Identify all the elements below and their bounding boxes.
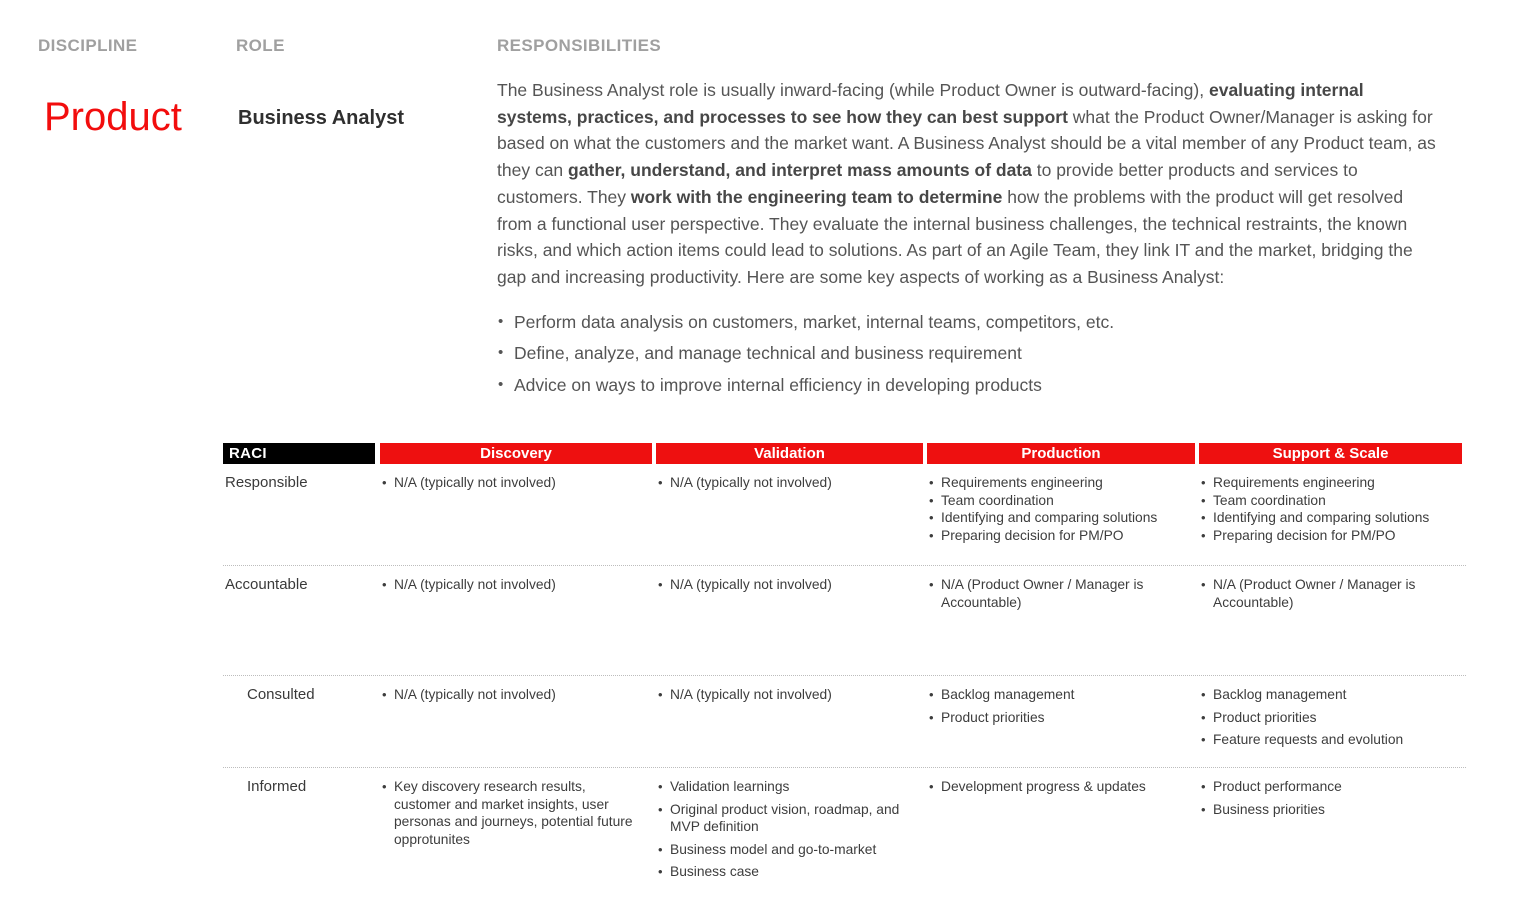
raci-row-accountable xyxy=(223,566,1466,676)
raci-column-header-support-scale: Support & Scale xyxy=(1199,443,1462,464)
raci-cell-item: • N/A (typically not involved) xyxy=(380,686,642,704)
raci-cell-item: • Team coordination xyxy=(927,492,1185,510)
raci-row-label: Informed xyxy=(247,778,307,795)
raci-cell-item: • Product priorities xyxy=(1199,709,1452,727)
responsibilities-section xyxy=(497,77,1439,403)
raci-cell xyxy=(927,474,1199,565)
raci-cell xyxy=(1199,686,1466,767)
raci-cell-item: • N/A (Product Owner / Manager is Accountable) xyxy=(1199,576,1452,611)
raci-cell-item: • Original product vision, roadmap, and MVP definition xyxy=(656,801,913,836)
paragraph-run: what the Product Owner/Manager is asking for based on what the customers and the market want. A Business Analyst should be a vital member of any Product team, as they can xyxy=(497,106,1436,181)
raci-cell-item: • Product performance xyxy=(1199,778,1452,796)
raci-cell-item: • Identifying and comparing solutions xyxy=(1199,509,1452,527)
raci-cell xyxy=(1199,778,1466,890)
raci-cell-item: • Requirements engineering xyxy=(1199,474,1452,492)
raci-cell-item: • N/A (typically not involved) xyxy=(656,686,913,704)
raci-cell xyxy=(380,576,656,675)
raci-cell-item: • Business model and go-to-market xyxy=(656,841,913,859)
raci-cell xyxy=(656,778,927,890)
responsibilities-paragraph xyxy=(497,77,1439,291)
role-header: ROLE xyxy=(236,36,285,55)
raci-cell-item: • N/A (typically not involved) xyxy=(380,576,642,594)
raci-cell-item: • Development progress & updates xyxy=(927,778,1185,796)
raci-cell xyxy=(656,576,927,675)
raci-cell-item: • Preparing decision for PM/PO xyxy=(927,527,1185,545)
raci-cell-item: • Backlog management xyxy=(927,686,1185,704)
raci-cell-item: • N/A (typically not involved) xyxy=(656,474,913,492)
raci-row-label: Accountable xyxy=(225,576,308,593)
raci-cell-item: • Identifying and comparing solutions xyxy=(927,509,1185,527)
raci-column-header-validation: Validation xyxy=(656,443,923,464)
raci-column-header-discovery: Discovery xyxy=(380,443,652,464)
raci-cell-item: • N/A (Product Owner / Manager is Accountable) xyxy=(927,576,1185,611)
raci-cell-item: • N/A (typically not involved) xyxy=(656,576,913,594)
responsibilities-header: RESPONSIBILITIES xyxy=(497,36,662,55)
raci-row-label: Responsible xyxy=(225,474,308,491)
raci-cell-item: • Validation learnings xyxy=(656,778,913,796)
raci-table xyxy=(223,443,1466,890)
key-aspect-item: • Perform data analysis on customers, market, internal teams, competitors, etc. xyxy=(497,309,1439,335)
raci-table-header xyxy=(223,443,1466,464)
key-aspect-item: • Advice on ways to improve internal efficiency in developing products xyxy=(497,372,1439,398)
raci-cell-item: • Team coordination xyxy=(1199,492,1452,510)
raci-row-responsible xyxy=(223,464,1466,566)
raci-rows xyxy=(223,464,1466,890)
raci-cell xyxy=(656,474,927,565)
role-value: Business Analyst xyxy=(238,107,404,129)
raci-cell-item: • Product priorities xyxy=(927,709,1185,727)
paragraph-run-bold: gather, understand, and interpret mass amounts of data xyxy=(568,160,1032,181)
raci-cell-item: • Requirements engineering xyxy=(927,474,1185,492)
raci-cell-item: • Business priorities xyxy=(1199,801,1452,819)
paragraph-run-bold: evaluating internal systems, practices, and processes to see how they can best support xyxy=(497,80,1364,127)
raci-row-label: Consulted xyxy=(247,686,315,703)
raci-cell-item: • Business case xyxy=(656,863,913,881)
raci-row-consulted xyxy=(223,676,1466,768)
raci-cell xyxy=(656,686,927,767)
raci-cell xyxy=(380,778,656,890)
raci-row-informed xyxy=(223,768,1466,890)
raci-cell xyxy=(927,576,1199,675)
key-aspects-list xyxy=(497,309,1439,398)
raci-cell-item: • Backlog management xyxy=(1199,686,1452,704)
raci-cell-item: • Key discovery research results, customer and market insights, user personas and journeys, potential future opprotunites xyxy=(380,778,642,848)
raci-cell xyxy=(1199,576,1466,675)
key-aspect-item: • Define, analyze, and manage technical and business requirement xyxy=(497,340,1439,366)
discipline-value: Product xyxy=(44,95,182,139)
raci-corner-label: RACI xyxy=(223,443,375,464)
raci-cell-item: • Preparing decision for PM/PO xyxy=(1199,527,1452,545)
paragraph-run: to provide better products and services to customers. They xyxy=(497,160,1358,207)
paragraph-run: how the problems with the product will get resolved from a functional user perspective. They evaluate the internal business challenges, the technical restraints, the known risks, and which action items could lead to solutions. As part of an Agile Team, they link IT and the market, bridging the gap and increasing productivity. Here are some key aspects of working as a Business Analyst: xyxy=(497,186,1413,287)
paragraph-run-bold: work with the engineering team to determine xyxy=(630,186,1003,207)
paragraph-run: The Business Analyst role is usually inward-facing (while Product Owner is outward-facing), xyxy=(497,80,1209,100)
raci-cell xyxy=(380,474,656,565)
raci-cell xyxy=(380,686,656,767)
raci-column-header-production: Production xyxy=(927,443,1195,464)
raci-cell xyxy=(1199,474,1466,565)
raci-cell xyxy=(927,778,1199,890)
raci-cell-item: • N/A (typically not involved) xyxy=(380,474,642,492)
raci-cell xyxy=(927,686,1199,767)
raci-cell-item: • Feature requests and evolution xyxy=(1199,731,1452,749)
discipline-header: DISCIPLINE xyxy=(38,36,138,55)
